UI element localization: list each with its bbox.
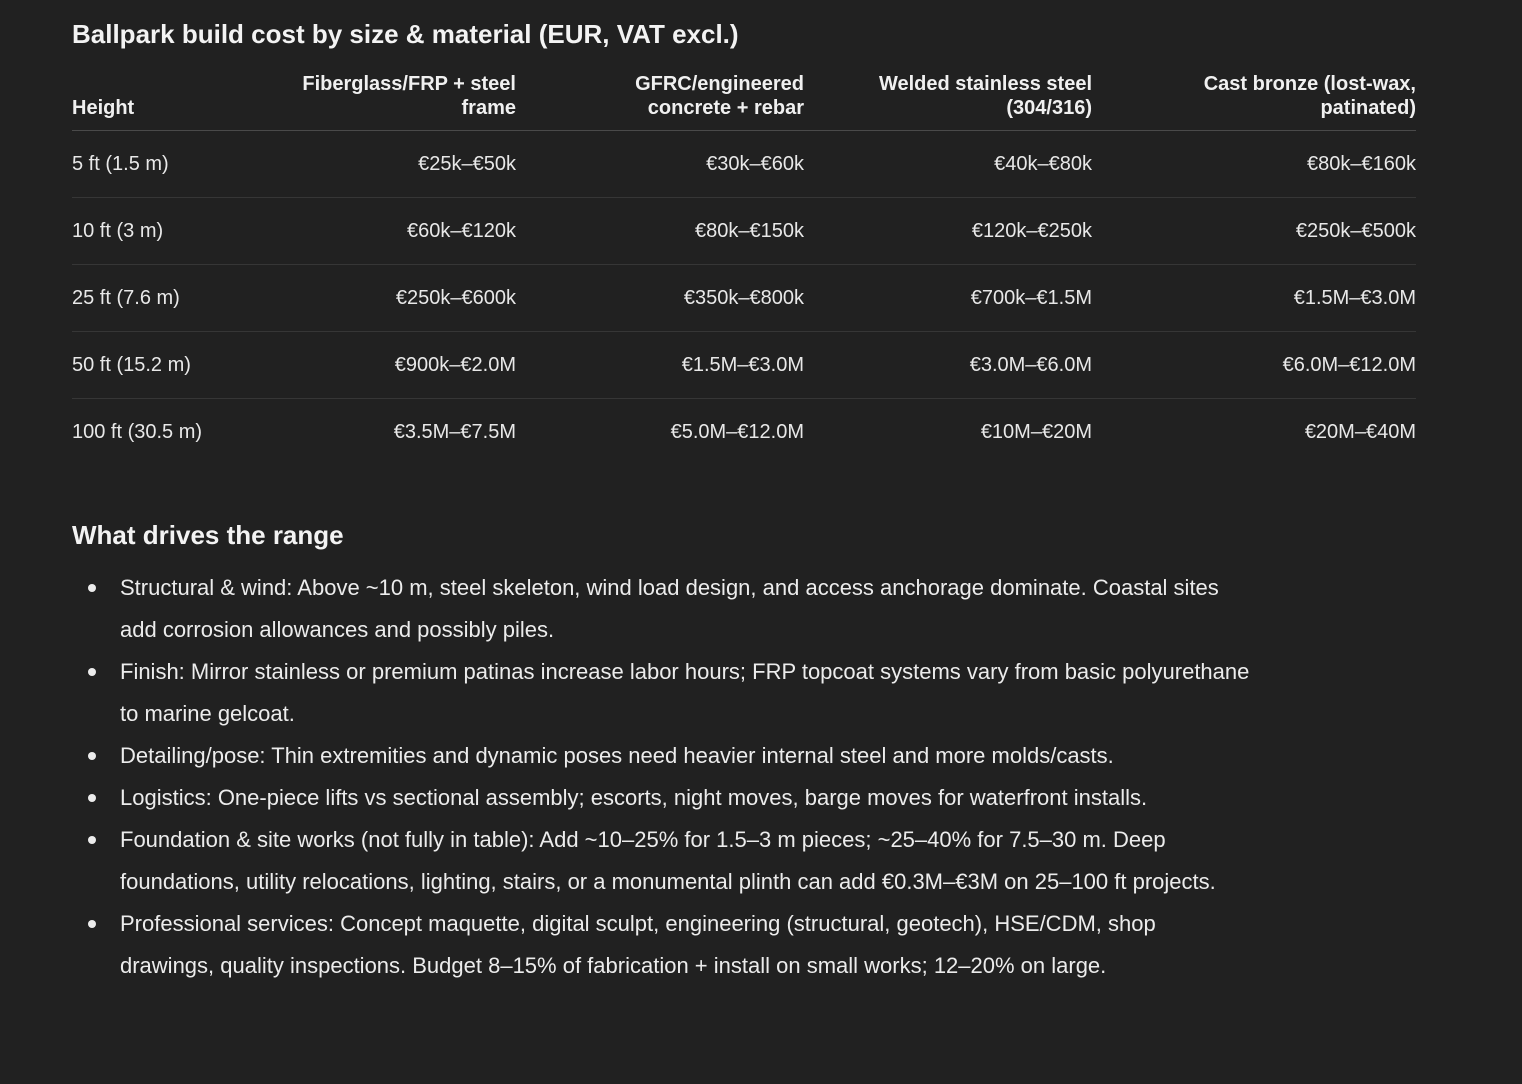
drivers-list	[72, 567, 1252, 987]
bronze-cost-cell: €250k–€500k	[1092, 198, 1416, 265]
height-cell: 10 ft (3 m)	[72, 198, 242, 265]
list-item: Detailing/pose: Thin extremities and dynamic poses need heavier internal steel and more molds/casts.	[72, 735, 1252, 777]
height-cell: 25 ft (7.6 m)	[72, 265, 242, 332]
table-row	[72, 131, 1416, 198]
gfrc-cost-cell: €1.5M–€3.0M	[516, 332, 804, 399]
column-header-fiberglass	[242, 72, 516, 131]
column-header-height	[72, 72, 242, 131]
height-cell: 50 ft (15.2 m)	[72, 332, 242, 399]
fiberglass-cost-cell: €3.5M–€7.5M	[393, 420, 516, 443]
gfrc-cost-cell: €350k–€800k	[516, 265, 804, 332]
height-cell: 100 ft (30.5 m)	[72, 420, 203, 443]
stainless-cost-cell: €10M–€20M	[980, 420, 1092, 443]
stainless-cost-cell: €3.0M–€6.0M	[804, 332, 1092, 399]
table-title: Ballpark build cost by size & material (EUR, VAT excl.)	[72, 19, 739, 49]
column-header-line: (304/316)	[1006, 97, 1092, 119]
stainless-cost-cell: €700k–€1.5M	[804, 265, 1092, 332]
column-header-line: concrete + rebar	[647, 97, 804, 119]
fiberglass-cost-cell: €250k–€600k	[242, 265, 516, 332]
list-item: Foundation & site works (not fully in table): Add ~10–25% for 1.5–3 m pieces; ~25–40% for 7.5–30 m. Deep foundations, utility relocations, lighting, stairs, or a monumental plinth can add €0.3M–€3M on 25–100 ft projects.	[72, 819, 1252, 903]
stainless-cost-cell: €120k–€250k	[804, 198, 1092, 265]
column-header-bronze	[1092, 72, 1416, 131]
column-header-line: frame	[461, 97, 516, 119]
list-item: Finish: Mirror stainless or premium patinas increase labor hours; FRP topcoat systems vary from basic polyurethane to marine gelcoat.	[72, 651, 1252, 735]
fiberglass-cost-cell: €25k–€50k	[242, 131, 516, 198]
stainless-cost-cell: €40k–€80k	[804, 131, 1092, 198]
column-header-stainless	[804, 72, 1092, 131]
column-header-gfrc	[516, 72, 804, 131]
table-row	[72, 399, 1416, 466]
table-row	[72, 332, 1416, 399]
bronze-cost-cell: €80k–€160k	[1092, 131, 1416, 198]
list-item: Logistics: One-piece lifts vs sectional assembly; escorts, night moves, barge moves for waterfront installs.	[72, 777, 1252, 819]
table-row	[72, 198, 1416, 265]
column-header-line: Fiberglass/FRP + steel	[302, 73, 516, 95]
fiberglass-cost-cell: €60k–€120k	[242, 198, 516, 265]
column-header-line: Height	[72, 97, 135, 119]
drivers-title: What drives the range	[72, 520, 344, 550]
list-item: Structural & wind: Above ~10 m, steel skeleton, wind load design, and access anchorage dominate. Coastal sites add corrosion allowances and possibly piles.	[72, 567, 1252, 651]
bronze-cost-cell: €1.5M–€3.0M	[1092, 265, 1416, 332]
gfrc-cost-cell: €30k–€60k	[516, 131, 804, 198]
bronze-cost-cell: €6.0M–€12.0M	[1092, 332, 1416, 399]
table-header-row	[72, 72, 1416, 131]
fiberglass-cost-cell: €900k–€2.0M	[242, 332, 516, 399]
column-header-line: Welded stainless steel	[878, 73, 1092, 95]
column-header-line: patinated)	[1320, 97, 1416, 119]
bronze-cost-cell: €20M–€40M	[1304, 420, 1416, 443]
column-header-line: GFRC/engineered	[635, 73, 804, 95]
gfrc-cost-cell: €80k–€150k	[516, 198, 804, 265]
gfrc-cost-cell: €5.0M–€12.0M	[670, 420, 804, 443]
cost-table	[72, 72, 1416, 465]
column-header-line: Cast bronze (lost-wax,	[1203, 73, 1416, 95]
table-row	[72, 265, 1416, 332]
height-cell: 5 ft (1.5 m)	[72, 131, 242, 198]
list-item: Professional services: Concept maquette, digital sculpt, engineering (structural, geotech), HSE/CDM, shop drawings, quality inspections. Budget 8–15% of fabrication + install on small works; 12–20% on large.	[72, 903, 1252, 987]
